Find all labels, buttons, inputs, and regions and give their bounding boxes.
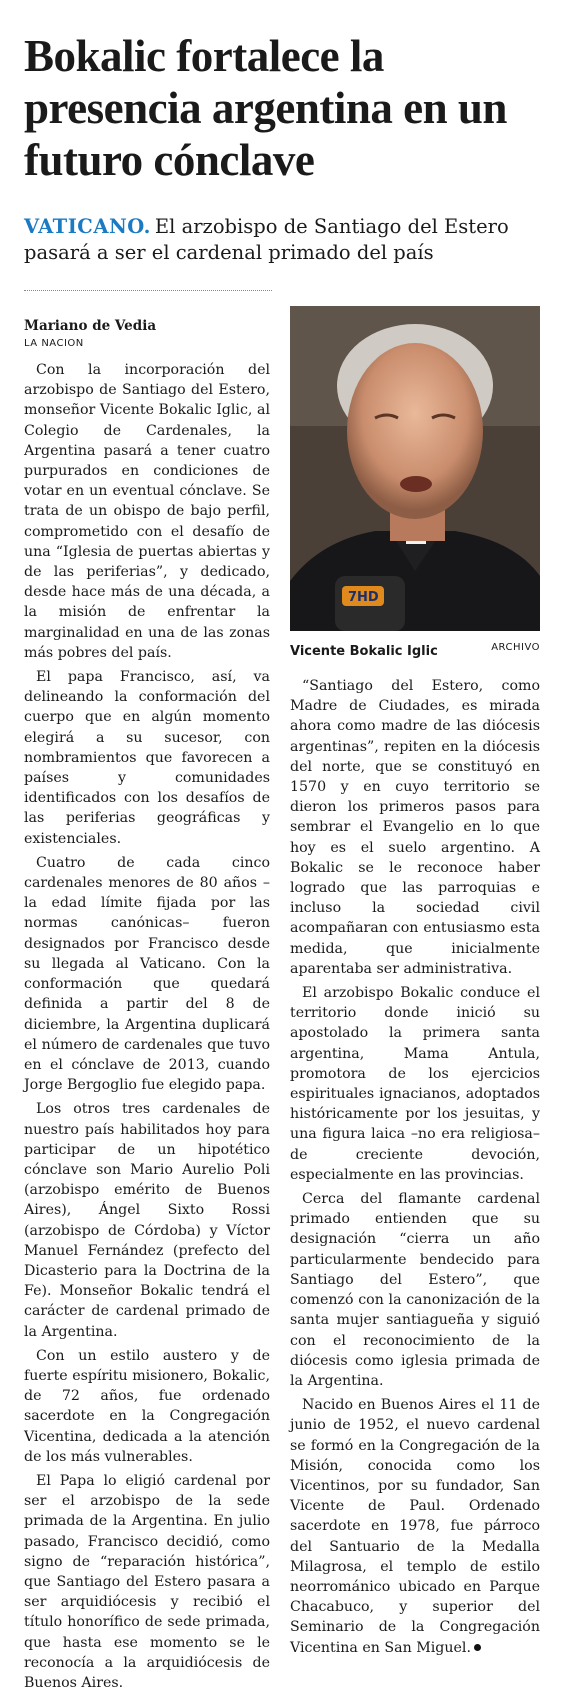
paragraph: Cuatro de cada cinco cardenales menores de 80 años –la edad límite fijada por las normas canónicas– fueron designados por Francisco desde su llegada al Vaticano. Con la conformación que quedará definida a partir del 8 de diciembre, la Argentina duplicará el número de cardenales que tuvo en el cónclave de 2013, cuando Jorge Bergoglio fue elegido papa. [24, 854, 270, 1094]
byline-author: Mariano de Vedia [24, 318, 157, 334]
paragraph: “Santiago del Estero, como Madre de Ciudades, es mirada ahora como madre de las diócesis argentinas”, repiten en la diócesis del norte, que se constituyó en 1570 y en cuyo territorio se dieron los primeros pasos para sembrar el Evangelio en lo que hoy es el suelo argentino. A Bokalic se le reconoce haber logrado que las parroquias e incluso la sociedad civil acompañaran con entusiasmo esta medida, que inicialmente aparentaba ser administrativa. [290, 678, 540, 977]
article-column-2 [290, 676, 540, 1662]
photo-caption [290, 640, 540, 659]
paragraph: El arzobispo Bokalic conduce el territorio donde inició su apostolado la primera santa argentina, Mama Antula, promotora de los ejercicios espirituales ignacianos, adoptados históricamente por los jesuitas, y una figura laica –no era religiosa– de creciente devoción, especialmente en las provincias. [290, 985, 540, 1183]
paragraph: El papa Francisco, así, va delineando la conformación del cuerpo que en algún momento elegirá a su sucesor, con nombramientos que favorecen a países y comunidades identificados con los desafíos de las periferias geográficas y existenciales. [24, 669, 270, 847]
paragraph: Los otros tres cardenales de nuestro país habilitados hoy para participar de un hipotético cónclave son Mario Aurelio Poli (arzobispo emérito de Buenos Aires), Ángel Sixto Rossi (arzobispo de Córdoba) y Víctor Manuel Fernández (prefecto del Dicasterio para la Doctrina de la Fe). Monseñor Bokalic tendrá el carácter de cardenal primado de la Argentina. [24, 1101, 270, 1340]
photo-credit: ARCHIVO [491, 642, 540, 653]
byline-outlet: LA NACION [24, 338, 84, 349]
portrait-photo [290, 306, 540, 631]
mic-logo: 7HD [348, 590, 379, 605]
section-kicker: VATICANO. [24, 215, 151, 238]
paragraph: Cerca del flamante cardenal primado entienden que su designación “cierra un año particularmente bendecido para Santiago del Estero”, que comenzó con la canonización de la santa mujer santiagueña y siguió con el reconocimiento de la diócesis como iglesia primada de la Argentina. [290, 1191, 540, 1389]
paragraph: Con un estilo austero y de fuerte espíritu misionero, Bokalic, de 72 años, fue ordenado sacerdote en la Congregación Vicentina, dedicada a la atención de los más vulnerables. [24, 1347, 270, 1465]
deck [24, 214, 564, 266]
paragraph: El Papa lo eligió cardenal por ser el arzobispo de la sede primada de la Argentina. En julio pasado, Francisco decidió, como signo de “reparación histórica”, que Santiago del Estero pasara a ser arquidiócesis y recibió el título honorífico de sede primada, que hasta ese momento se le reconocía a la arquidiócesis de Buenos Aires. [24, 1472, 270, 1691]
article-column-1 [24, 360, 270, 1697]
caption-name: Vicente Bokalic Iglic [290, 644, 438, 659]
end-mark-icon [474, 1644, 481, 1651]
deck-text: El arzobispo de Santiago del Estero pasará a ser el cardenal primado del país [24, 215, 509, 264]
portrait-illustration [290, 306, 540, 631]
paragraph: Con la incorporación del arzobispo de Santiago del Estero, monseñor Vicente Bokalic Iglic, al Colegio de Cardenales, la Argentina pasará a tener cuatro purpurados en condiciones de votar en un eventual cónclave. Se trata de un obispo de bajo perfil, comprometido con el desafío de una “Iglesia de puertas abiertas y de las periferias”, y dedicado, desde hace más de una década, a la misión de enfrentar la marginalidad en una de las zonas más pobres del país. [24, 362, 270, 661]
paragraph-text: Nacido en Buenos Aires el 11 de junio de 1952, el nuevo cardenal se formó en la Congregación de la Misión, conocida como los Vicentinos, por su fundador, San Vicente de Paul. Ordenado sacerdote en 1978, fue párroco del Santuario de la Medalla Milagrosa, el templo de estilo neorrománico ubicado en Parque Chacabuco, y superior del Seminario de la Congregación Vicentina en San Miguel. [290, 1397, 540, 1656]
headline: Bokalic fortalece la presencia argentina en un futuro cónclave [24, 31, 507, 185]
paragraph [290, 1395, 540, 1658]
byline-rule [24, 290, 272, 291]
